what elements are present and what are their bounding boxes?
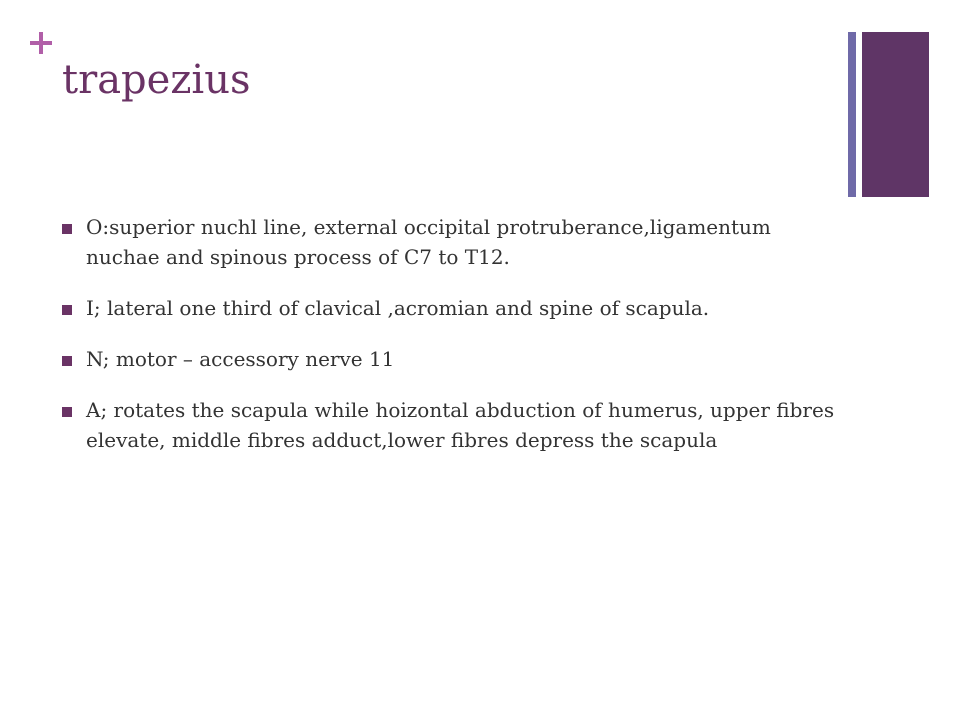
square-bullet-icon: [62, 224, 72, 234]
bullet-text-nerve: N; motor – accessory nerve 11: [86, 347, 395, 371]
plus-icon-vertical: [39, 32, 43, 54]
slide-title: trapezius: [62, 57, 251, 103]
bullet-text-origin: O:superior nuchl line, external occipital protruberance,ligamentum nuchae and spinous process of C7 to T12.: [86, 215, 771, 269]
decorative-bar-thin: [848, 32, 856, 197]
bullet-item-insertion: [62, 293, 837, 323]
bullet-text-insertion: I; lateral one third of clavical ,acromian and spine of scapula.: [86, 296, 710, 320]
bullet-item-action: [62, 395, 837, 455]
square-bullet-icon: [62, 407, 72, 417]
bullet-item-nerve: [62, 344, 837, 374]
bullet-list: [62, 212, 837, 476]
plus-icon: [30, 32, 52, 54]
square-bullet-icon: [62, 356, 72, 366]
bullet-text-action: A; rotates the scapula while hoizontal abduction of humerus, upper fibres elevate, middle fibres adduct,lower fibres depress the scapula: [86, 398, 835, 452]
decorative-bar-thick: [862, 32, 929, 197]
square-bullet-icon: [62, 305, 72, 315]
bullet-item-origin: [62, 212, 837, 272]
